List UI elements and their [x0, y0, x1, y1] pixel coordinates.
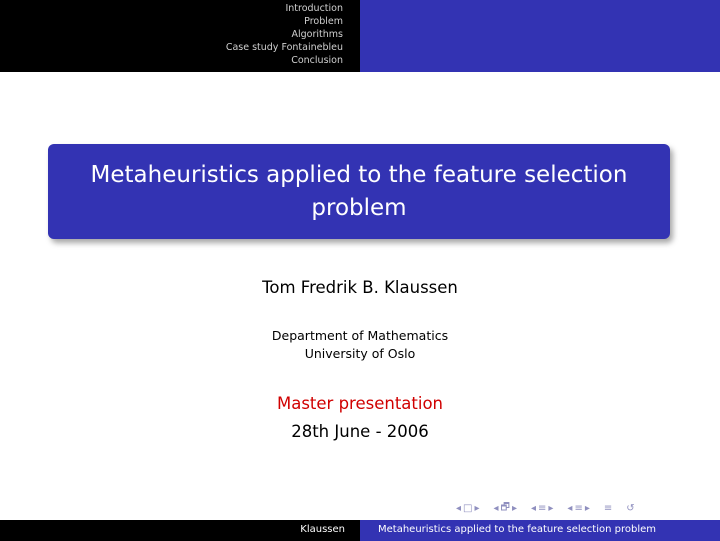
section-navigation: [0, 2, 360, 67]
header-bar: [0, 0, 720, 72]
nav-prev-frame-icon[interactable]: ◂: [493, 502, 499, 514]
nav-subsection-icon[interactable]: ≡: [538, 502, 547, 514]
nav-item-case-study[interactable]: Case study Fontainebleu: [225, 42, 343, 53]
nav-prev-section-icon[interactable]: ◂: [567, 502, 573, 514]
title-box: [48, 144, 670, 239]
nav-next-frame-icon[interactable]: ▸: [511, 502, 517, 514]
nav-next-section-icon[interactable]: ▸: [584, 502, 590, 514]
nav-next-slide-icon[interactable]: ▸: [474, 502, 480, 514]
nav-prev-slide-icon[interactable]: ◂: [456, 502, 462, 514]
institute-university: University of Oslo: [304, 346, 416, 361]
institute-department: Department of Mathematics: [271, 328, 449, 343]
nav-prev-subsection-icon[interactable]: ◂: [530, 502, 536, 514]
footer-title: Metaheuristics applied to the feature selection problem: [378, 524, 656, 535]
nav-item-conclusion[interactable]: Conclusion: [291, 55, 343, 66]
footer-author: Klaussen: [300, 524, 345, 535]
beamer-navigation-controls: [456, 501, 706, 515]
presentation-type: Master presentation: [276, 394, 444, 413]
nav-item-algorithms[interactable]: Algorithms: [291, 29, 343, 40]
nav-item-introduction[interactable]: Introduction: [285, 3, 343, 14]
nav-next-subsection-icon[interactable]: ▸: [548, 502, 554, 514]
nav-slide-icon[interactable]: □: [463, 502, 473, 514]
nav-item-problem[interactable]: Problem: [304, 16, 343, 27]
presentation-date: 28th June - 2006: [291, 422, 429, 441]
author-name: Tom Fredrik B. Klaussen: [262, 278, 458, 297]
header-right: [360, 0, 720, 72]
nav-document-icon[interactable]: ≡: [603, 502, 613, 514]
slide-title: Metaheuristics applied to the feature selection problem: [90, 161, 628, 221]
nav-frame-icon[interactable]: 🗗: [500, 501, 510, 513]
nav-search-back-icon[interactable]: ↺: [626, 502, 635, 514]
nav-section-icon[interactable]: ≡: [574, 502, 583, 514]
footer-bar: [0, 520, 720, 541]
institute: [0, 327, 720, 363]
